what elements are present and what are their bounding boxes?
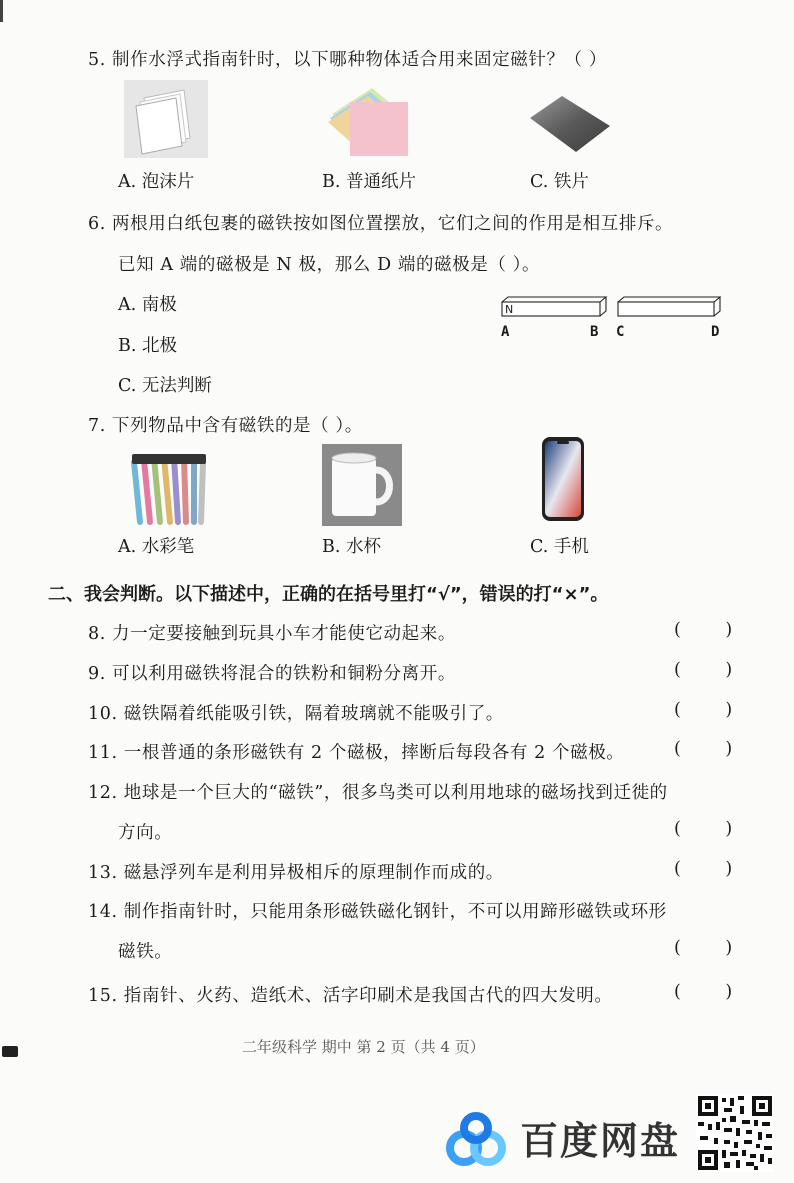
magnet-end-b-label: B [590, 324, 599, 340]
cup-image [322, 444, 402, 526]
baidu-netdisk-logo-text: 百度网盘 [520, 1119, 681, 1163]
judge-item-12-cont: 方向。 [118, 823, 173, 843]
judge-item-14: 14. 制作指南针时，只能用条形磁铁磁化钢针，不可以用蹄形磁铁或环形 [88, 902, 667, 922]
q5-option-b: B. 普通纸片 [322, 172, 416, 192]
question-5-stem: 5. 制作水浮式指南针时，以下哪种物体适合用来固定磁针？（ ） [88, 50, 607, 70]
magnet-end-d-label: D [711, 324, 720, 340]
answer-paren-13[interactable]: ( ) [674, 859, 733, 879]
q7-option-b: B. 水杯 [322, 537, 381, 557]
answer-paren-12[interactable]: ( ) [674, 819, 733, 839]
paper-sheets-image [322, 84, 418, 160]
mobile-phone-image [541, 436, 585, 522]
q5-option-a: A. 泡沫片 [118, 172, 195, 192]
question-6-stem-line2: 已知 A 端的磁极是 N 极，那么 D 端的磁极是（ ）。 [118, 255, 541, 275]
answer-paren-15[interactable]: ( ) [674, 982, 733, 1002]
question-6-stem-line1: 6. 两根用白纸包裹的磁铁按如图位置摆放，它们之间的作用是相互排斥。 [88, 214, 674, 234]
magnet-bars-diagram [496, 294, 728, 324]
answer-paren-9[interactable]: ( ) [674, 660, 733, 680]
section-2-title: 二、我会判断。以下描述中，正确的在括号里打“√”，错误的打“×”。 [48, 584, 609, 605]
judge-item-13: 13. 磁悬浮列车是利用异极相斥的原理制作而成的。 [88, 863, 504, 883]
magnet-end-c-label: C [616, 324, 625, 340]
baidu-netdisk-logo-icon [442, 1108, 510, 1168]
judge-item-14-cont: 磁铁。 [118, 942, 173, 962]
page-footer: 二年级科学 期中 第 2 页（共 4 页） [242, 1038, 485, 1056]
answer-paren-10[interactable]: ( ) [674, 700, 733, 720]
registration-mark [2, 1046, 18, 1057]
iron-sheet-image [528, 92, 612, 156]
q6-option-a: A. 南极 [118, 295, 177, 315]
q6-option-c: C. 无法判断 [118, 376, 212, 396]
question-7-stem: 7. 下列物品中含有磁铁的是（ ）。 [88, 416, 363, 436]
judge-item-12: 12. 地球是一个巨大的“磁铁”，很多鸟类可以利用地球的磁场找到迁徙的 [88, 783, 668, 803]
scan-edge-mark [0, 0, 3, 22]
judge-item-15: 15. 指南针、火药、造纸术、活字印刷术是我国古代的四大发明。 [88, 986, 613, 1006]
q5-option-c: C. 铁片 [530, 172, 589, 192]
judge-item-10: 10. 磁铁隔着纸能吸引铁，隔着玻璃就不能吸引了。 [88, 704, 504, 724]
answer-paren-14[interactable]: ( ) [674, 938, 733, 958]
judge-item-9: 9. 可以利用磁铁将混合的铁粉和铜粉分离开。 [88, 664, 456, 684]
magnet-n-label: N [505, 303, 514, 316]
q6-option-b: B. 北极 [118, 336, 177, 356]
magnet-end-a-label: A [501, 324, 510, 340]
judge-item-8: 8. 力一定要接触到玩具小车才能使它动起来。 [88, 624, 456, 644]
answer-paren-11[interactable]: ( ) [674, 739, 733, 759]
q7-option-a: A. 水彩笔 [118, 537, 195, 557]
answer-paren-8[interactable]: ( ) [674, 620, 733, 640]
qr-code[interactable] [696, 1094, 774, 1172]
judge-item-11: 11. 一根普通的条形磁铁有 2 个磁极，摔断后每段各有 2 个磁极。 [88, 743, 625, 763]
q7-option-c: C. 手机 [530, 537, 589, 557]
foam-sheets-image [124, 80, 208, 158]
watercolor-pens-image [124, 448, 210, 528]
